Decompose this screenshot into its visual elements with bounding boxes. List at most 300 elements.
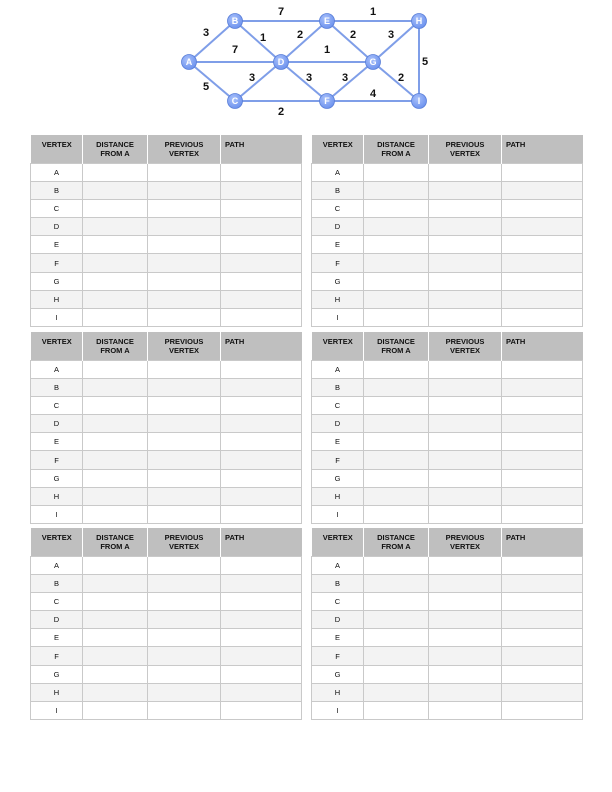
previous-vertex-cell[interactable]: [148, 611, 221, 629]
distance-cell[interactable]: [364, 665, 429, 683]
path-cell[interactable]: [502, 556, 583, 574]
edge-weight-d-g: 1: [323, 43, 331, 56]
path-cell[interactable]: [221, 378, 302, 396]
table-row: [31, 574, 302, 592]
vertex-cell: C: [31, 199, 83, 217]
vertex-cell: G: [31, 469, 83, 487]
previous-vertex-cell[interactable]: [429, 396, 502, 414]
distance-cell[interactable]: [364, 309, 429, 327]
path-cell[interactable]: [502, 378, 583, 396]
table-row: [312, 396, 583, 414]
table-row: [31, 415, 302, 433]
header-distance: DISTANCE FROM A: [83, 135, 148, 163]
distance-cell[interactable]: [83, 433, 148, 451]
path-cell[interactable]: [502, 611, 583, 629]
vertex-cell: E: [312, 629, 364, 647]
path-cell[interactable]: [502, 665, 583, 683]
table-row: [312, 378, 583, 396]
distance-cell[interactable]: [364, 683, 429, 701]
header-vertex: VERTEX: [31, 528, 83, 556]
path-cell[interactable]: [221, 290, 302, 308]
distance-cell[interactable]: [83, 360, 148, 378]
previous-vertex-cell[interactable]: [148, 469, 221, 487]
table-row: [312, 647, 583, 665]
previous-vertex-cell[interactable]: [429, 272, 502, 290]
edge-weight-c-d: 3: [248, 71, 256, 84]
path-cell[interactable]: [221, 647, 302, 665]
vertex-cell: B: [31, 378, 83, 396]
distance-cell[interactable]: [83, 665, 148, 683]
header-previous: PREVIOUS VERTEX: [429, 332, 502, 360]
path-cell[interactable]: [221, 702, 302, 720]
vertex-cell: B: [31, 181, 83, 199]
table-row: [312, 487, 583, 505]
path-cell[interactable]: [502, 218, 583, 236]
edge-weight-d-e: 2: [296, 28, 304, 41]
vertex-cell: G: [312, 469, 364, 487]
table-row: [31, 487, 302, 505]
edge-weight-b-d: 1: [259, 31, 267, 44]
distance-cell[interactable]: [364, 360, 429, 378]
header-vertex: VERTEX: [31, 135, 83, 163]
vertex-cell: I: [31, 702, 83, 720]
header-previous: PREVIOUS VERTEX: [148, 135, 221, 163]
previous-vertex-cell[interactable]: [429, 163, 502, 181]
previous-vertex-cell[interactable]: [148, 163, 221, 181]
table-row: [312, 163, 583, 181]
vertex-cell: H: [31, 290, 83, 308]
path-cell[interactable]: [502, 360, 583, 378]
previous-vertex-cell[interactable]: [148, 309, 221, 327]
vertex-cell: G: [312, 272, 364, 290]
edge-weight-f-g: 3: [341, 71, 349, 84]
table-row: [312, 218, 583, 236]
table-row: [31, 236, 302, 254]
path-cell[interactable]: [221, 683, 302, 701]
distance-table-5: [30, 528, 302, 720]
table-header-row: [31, 135, 302, 163]
previous-vertex-cell[interactable]: [429, 629, 502, 647]
table-row: [312, 469, 583, 487]
path-cell[interactable]: [221, 218, 302, 236]
distance-cell[interactable]: [364, 378, 429, 396]
vertex-cell: D: [312, 415, 364, 433]
path-cell[interactable]: [221, 487, 302, 505]
vertex-cell: C: [312, 592, 364, 610]
distance-cell[interactable]: [83, 272, 148, 290]
vertex-cell: H: [312, 487, 364, 505]
distance-cell[interactable]: [83, 290, 148, 308]
previous-vertex-cell[interactable]: [148, 487, 221, 505]
distance-cell[interactable]: [83, 506, 148, 524]
header-distance: DISTANCE FROM A: [364, 528, 429, 556]
path-cell[interactable]: [221, 592, 302, 610]
distance-cell[interactable]: [364, 181, 429, 199]
vertex-cell: H: [31, 487, 83, 505]
previous-vertex-cell[interactable]: [429, 181, 502, 199]
distance-cell[interactable]: [83, 647, 148, 665]
distance-cell[interactable]: [83, 592, 148, 610]
previous-vertex-cell[interactable]: [148, 683, 221, 701]
header-previous: PREVIOUS VERTEX: [148, 332, 221, 360]
table-row: [312, 506, 583, 524]
vertex-cell: E: [312, 236, 364, 254]
table-row: [31, 309, 302, 327]
distance-cell[interactable]: [83, 415, 148, 433]
vertex-cell: E: [31, 433, 83, 451]
vertex-cell: I: [31, 309, 83, 327]
table-row: [312, 451, 583, 469]
vertex-label-b: B: [231, 15, 239, 26]
table-row: [312, 254, 583, 272]
previous-vertex-cell[interactable]: [429, 199, 502, 217]
table-row: [312, 592, 583, 610]
table-row: [312, 433, 583, 451]
table-row: [312, 415, 583, 433]
previous-vertex-cell[interactable]: [429, 378, 502, 396]
distance-cell[interactable]: [83, 469, 148, 487]
distance-cell[interactable]: [83, 702, 148, 720]
vertex-label-h: H: [415, 15, 423, 26]
vertex-cell: I: [312, 506, 364, 524]
previous-vertex-cell[interactable]: [429, 702, 502, 720]
table-row: [31, 469, 302, 487]
table-row: [31, 702, 302, 720]
table-row: [312, 702, 583, 720]
vertex-label-i: I: [417, 95, 421, 106]
previous-vertex-cell[interactable]: [429, 487, 502, 505]
header-vertex: VERTEX: [312, 528, 364, 556]
path-cell[interactable]: [221, 451, 302, 469]
table-row: [31, 433, 302, 451]
distance-cell[interactable]: [83, 199, 148, 217]
previous-vertex-cell[interactable]: [148, 415, 221, 433]
previous-vertex-cell[interactable]: [148, 574, 221, 592]
distance-cell[interactable]: [364, 506, 429, 524]
distance-cell[interactable]: [83, 683, 148, 701]
path-cell[interactable]: [502, 254, 583, 272]
distance-cell[interactable]: [364, 272, 429, 290]
path-cell[interactable]: [502, 574, 583, 592]
path-cell[interactable]: [502, 272, 583, 290]
edge-weight-g-i: 2: [397, 71, 405, 84]
path-cell[interactable]: [502, 629, 583, 647]
previous-vertex-cell[interactable]: [429, 433, 502, 451]
distance-cell[interactable]: [83, 181, 148, 199]
previous-vertex-cell[interactable]: [429, 647, 502, 665]
distance-cell[interactable]: [364, 702, 429, 720]
path-cell[interactable]: [221, 199, 302, 217]
table-row: [31, 556, 302, 574]
table-row: [31, 378, 302, 396]
distance-cell[interactable]: [364, 433, 429, 451]
previous-vertex-cell[interactable]: [148, 665, 221, 683]
path-cell[interactable]: [221, 309, 302, 327]
path-cell[interactable]: [502, 199, 583, 217]
path-cell[interactable]: [221, 415, 302, 433]
distance-cell[interactable]: [364, 629, 429, 647]
path-cell[interactable]: [221, 629, 302, 647]
vertex-cell: C: [312, 396, 364, 414]
table-row: [312, 611, 583, 629]
edge-weight-f-i: 4: [369, 87, 377, 100]
vertex-cell: F: [312, 647, 364, 665]
vertex-cell: E: [31, 629, 83, 647]
path-cell[interactable]: [502, 469, 583, 487]
vertex-cell: F: [31, 254, 83, 272]
table-row: [31, 360, 302, 378]
path-cell[interactable]: [221, 254, 302, 272]
vertex-cell: A: [31, 556, 83, 574]
distance-cell[interactable]: [364, 218, 429, 236]
path-cell[interactable]: [221, 574, 302, 592]
table-row: [31, 396, 302, 414]
path-cell[interactable]: [502, 433, 583, 451]
table-header-row: [31, 528, 302, 556]
table-row: [31, 611, 302, 629]
previous-vertex-cell[interactable]: [148, 199, 221, 217]
previous-vertex-cell[interactable]: [148, 396, 221, 414]
distance-cell[interactable]: [364, 487, 429, 505]
previous-vertex-cell[interactable]: [429, 451, 502, 469]
table-row: [31, 451, 302, 469]
vertex-cell: H: [312, 290, 364, 308]
path-cell[interactable]: [221, 360, 302, 378]
table-header-row: [312, 332, 583, 360]
vertex-cell: E: [31, 236, 83, 254]
path-cell[interactable]: [502, 181, 583, 199]
edge-weight-e-h: 1: [369, 5, 377, 18]
table-row: [312, 574, 583, 592]
previous-vertex-cell[interactable]: [148, 451, 221, 469]
path-cell[interactable]: [221, 433, 302, 451]
table-row: [312, 199, 583, 217]
table-row: [312, 309, 583, 327]
edge-weight-d-f: 3: [305, 71, 313, 84]
previous-vertex-cell[interactable]: [429, 218, 502, 236]
table-row: [31, 163, 302, 181]
path-cell[interactable]: [221, 506, 302, 524]
vertex-cell: A: [312, 360, 364, 378]
previous-vertex-cell[interactable]: [148, 378, 221, 396]
path-cell[interactable]: [502, 163, 583, 181]
table-row: [31, 254, 302, 272]
table-header-row: [31, 332, 302, 360]
vertex-cell: G: [31, 665, 83, 683]
distance-cell[interactable]: [364, 556, 429, 574]
vertex-cell: C: [31, 396, 83, 414]
vertex-cell: B: [31, 574, 83, 592]
path-cell[interactable]: [502, 683, 583, 701]
table-row: [312, 665, 583, 683]
distance-cell[interactable]: [364, 396, 429, 414]
previous-vertex-cell[interactable]: [429, 309, 502, 327]
previous-vertex-cell[interactable]: [429, 360, 502, 378]
vertex-cell: F: [312, 254, 364, 272]
table-row: [31, 290, 302, 308]
table-row: [312, 629, 583, 647]
distance-cell[interactable]: [83, 378, 148, 396]
table-header-row: [312, 528, 583, 556]
header-path: PATH: [221, 332, 302, 360]
distance-cell[interactable]: [364, 415, 429, 433]
vertex-cell: G: [31, 272, 83, 290]
distance-cell[interactable]: [364, 647, 429, 665]
previous-vertex-cell[interactable]: [148, 272, 221, 290]
edge-weight-b-e: 7: [277, 5, 285, 18]
path-cell[interactable]: [502, 487, 583, 505]
previous-vertex-cell[interactable]: [429, 506, 502, 524]
edge-weight-e-g: 2: [349, 28, 357, 41]
distance-cell[interactable]: [83, 611, 148, 629]
path-cell[interactable]: [221, 469, 302, 487]
path-cell[interactable]: [502, 647, 583, 665]
path-cell[interactable]: [502, 592, 583, 610]
distance-cell[interactable]: [364, 574, 429, 592]
previous-vertex-cell[interactable]: [148, 433, 221, 451]
previous-vertex-cell[interactable]: [429, 290, 502, 308]
previous-vertex-cell[interactable]: [148, 290, 221, 308]
distance-cell[interactable]: [83, 163, 148, 181]
table-row: [31, 629, 302, 647]
previous-vertex-cell[interactable]: [429, 415, 502, 433]
previous-vertex-cell[interactable]: [148, 254, 221, 272]
header-previous: PREVIOUS VERTEX: [429, 528, 502, 556]
vertex-label-d: D: [277, 56, 285, 67]
vertex-cell: I: [31, 506, 83, 524]
vertex-cell: F: [312, 451, 364, 469]
path-cell[interactable]: [502, 451, 583, 469]
vertex-cell: E: [312, 433, 364, 451]
distance-cell[interactable]: [83, 309, 148, 327]
distance-cell[interactable]: [364, 469, 429, 487]
header-path: PATH: [221, 528, 302, 556]
vertex-cell: D: [312, 218, 364, 236]
vertex-label-a: A: [185, 56, 193, 67]
previous-vertex-cell[interactable]: [429, 254, 502, 272]
path-cell[interactable]: [502, 506, 583, 524]
previous-vertex-cell[interactable]: [148, 592, 221, 610]
vertex-cell: A: [312, 163, 364, 181]
vertex-label-c: C: [231, 95, 239, 106]
table-row: [31, 199, 302, 217]
table-row: [312, 360, 583, 378]
distance-cell[interactable]: [83, 574, 148, 592]
previous-vertex-cell[interactable]: [429, 683, 502, 701]
table-row: [312, 236, 583, 254]
distance-table-2: [311, 135, 583, 327]
distance-cell[interactable]: [364, 236, 429, 254]
previous-vertex-cell[interactable]: [429, 574, 502, 592]
previous-vertex-cell[interactable]: [148, 702, 221, 720]
distance-cell[interactable]: [83, 556, 148, 574]
distance-cell[interactable]: [364, 290, 429, 308]
distance-cell[interactable]: [364, 611, 429, 629]
table-row: [31, 272, 302, 290]
previous-vertex-cell[interactable]: [148, 218, 221, 236]
table-header-row: [312, 135, 583, 163]
previous-vertex-cell[interactable]: [429, 469, 502, 487]
vertex-label-g: G: [369, 56, 377, 67]
vertex-cell: A: [31, 360, 83, 378]
previous-vertex-cell[interactable]: [429, 611, 502, 629]
table-row: [31, 592, 302, 610]
edge-weight-g-h: 3: [387, 28, 395, 41]
path-cell[interactable]: [221, 272, 302, 290]
distance-cell[interactable]: [364, 451, 429, 469]
edge-weight-a-b: 3: [202, 26, 210, 39]
table-row: [31, 506, 302, 524]
vertex-cell: C: [312, 199, 364, 217]
header-distance: DISTANCE FROM A: [83, 332, 148, 360]
path-cell[interactable]: [221, 236, 302, 254]
previous-vertex-cell[interactable]: [429, 592, 502, 610]
distance-cell[interactable]: [83, 236, 148, 254]
table-row: [312, 272, 583, 290]
path-cell[interactable]: [502, 702, 583, 720]
distance-cell[interactable]: [83, 218, 148, 236]
previous-vertex-cell[interactable]: [148, 629, 221, 647]
path-cell[interactable]: [221, 665, 302, 683]
path-cell[interactable]: [221, 181, 302, 199]
header-vertex: VERTEX: [312, 135, 364, 163]
path-cell[interactable]: [502, 396, 583, 414]
path-cell[interactable]: [502, 290, 583, 308]
distance-cell[interactable]: [83, 487, 148, 505]
vertex-cell: A: [31, 163, 83, 181]
vertex-label-f: F: [324, 95, 330, 106]
path-cell[interactable]: [502, 309, 583, 327]
edge-weight-a-d: 7: [231, 43, 239, 56]
edge-weight-c-f: 2: [277, 105, 285, 118]
vertex-cell: B: [312, 378, 364, 396]
vertex-cell: D: [312, 611, 364, 629]
table-row: [31, 665, 302, 683]
vertex-cell: D: [31, 415, 83, 433]
path-cell[interactable]: [502, 415, 583, 433]
path-cell[interactable]: [502, 236, 583, 254]
path-cell[interactable]: [221, 611, 302, 629]
previous-vertex-cell[interactable]: [148, 647, 221, 665]
distance-cell[interactable]: [83, 451, 148, 469]
path-cell[interactable]: [221, 396, 302, 414]
vertex-cell: F: [31, 451, 83, 469]
previous-vertex-cell[interactable]: [148, 506, 221, 524]
header-vertex: VERTEX: [312, 332, 364, 360]
distance-cell[interactable]: [364, 592, 429, 610]
distance-cell[interactable]: [364, 199, 429, 217]
previous-vertex-cell[interactable]: [429, 556, 502, 574]
distance-table-1: [30, 135, 302, 327]
header-path: PATH: [502, 135, 583, 163]
path-cell[interactable]: [221, 556, 302, 574]
path-cell[interactable]: [221, 163, 302, 181]
vertex-label-e: E: [323, 15, 331, 26]
distance-cell[interactable]: [83, 254, 148, 272]
previous-vertex-cell[interactable]: [148, 236, 221, 254]
previous-vertex-cell[interactable]: [148, 360, 221, 378]
previous-vertex-cell[interactable]: [148, 556, 221, 574]
previous-vertex-cell[interactable]: [148, 181, 221, 199]
previous-vertex-cell[interactable]: [429, 236, 502, 254]
distance-cell[interactable]: [364, 254, 429, 272]
distance-cell[interactable]: [83, 396, 148, 414]
distance-cell[interactable]: [364, 163, 429, 181]
previous-vertex-cell[interactable]: [429, 665, 502, 683]
distance-cell[interactable]: [83, 629, 148, 647]
table-row: [31, 647, 302, 665]
vertex-cell: H: [312, 683, 364, 701]
